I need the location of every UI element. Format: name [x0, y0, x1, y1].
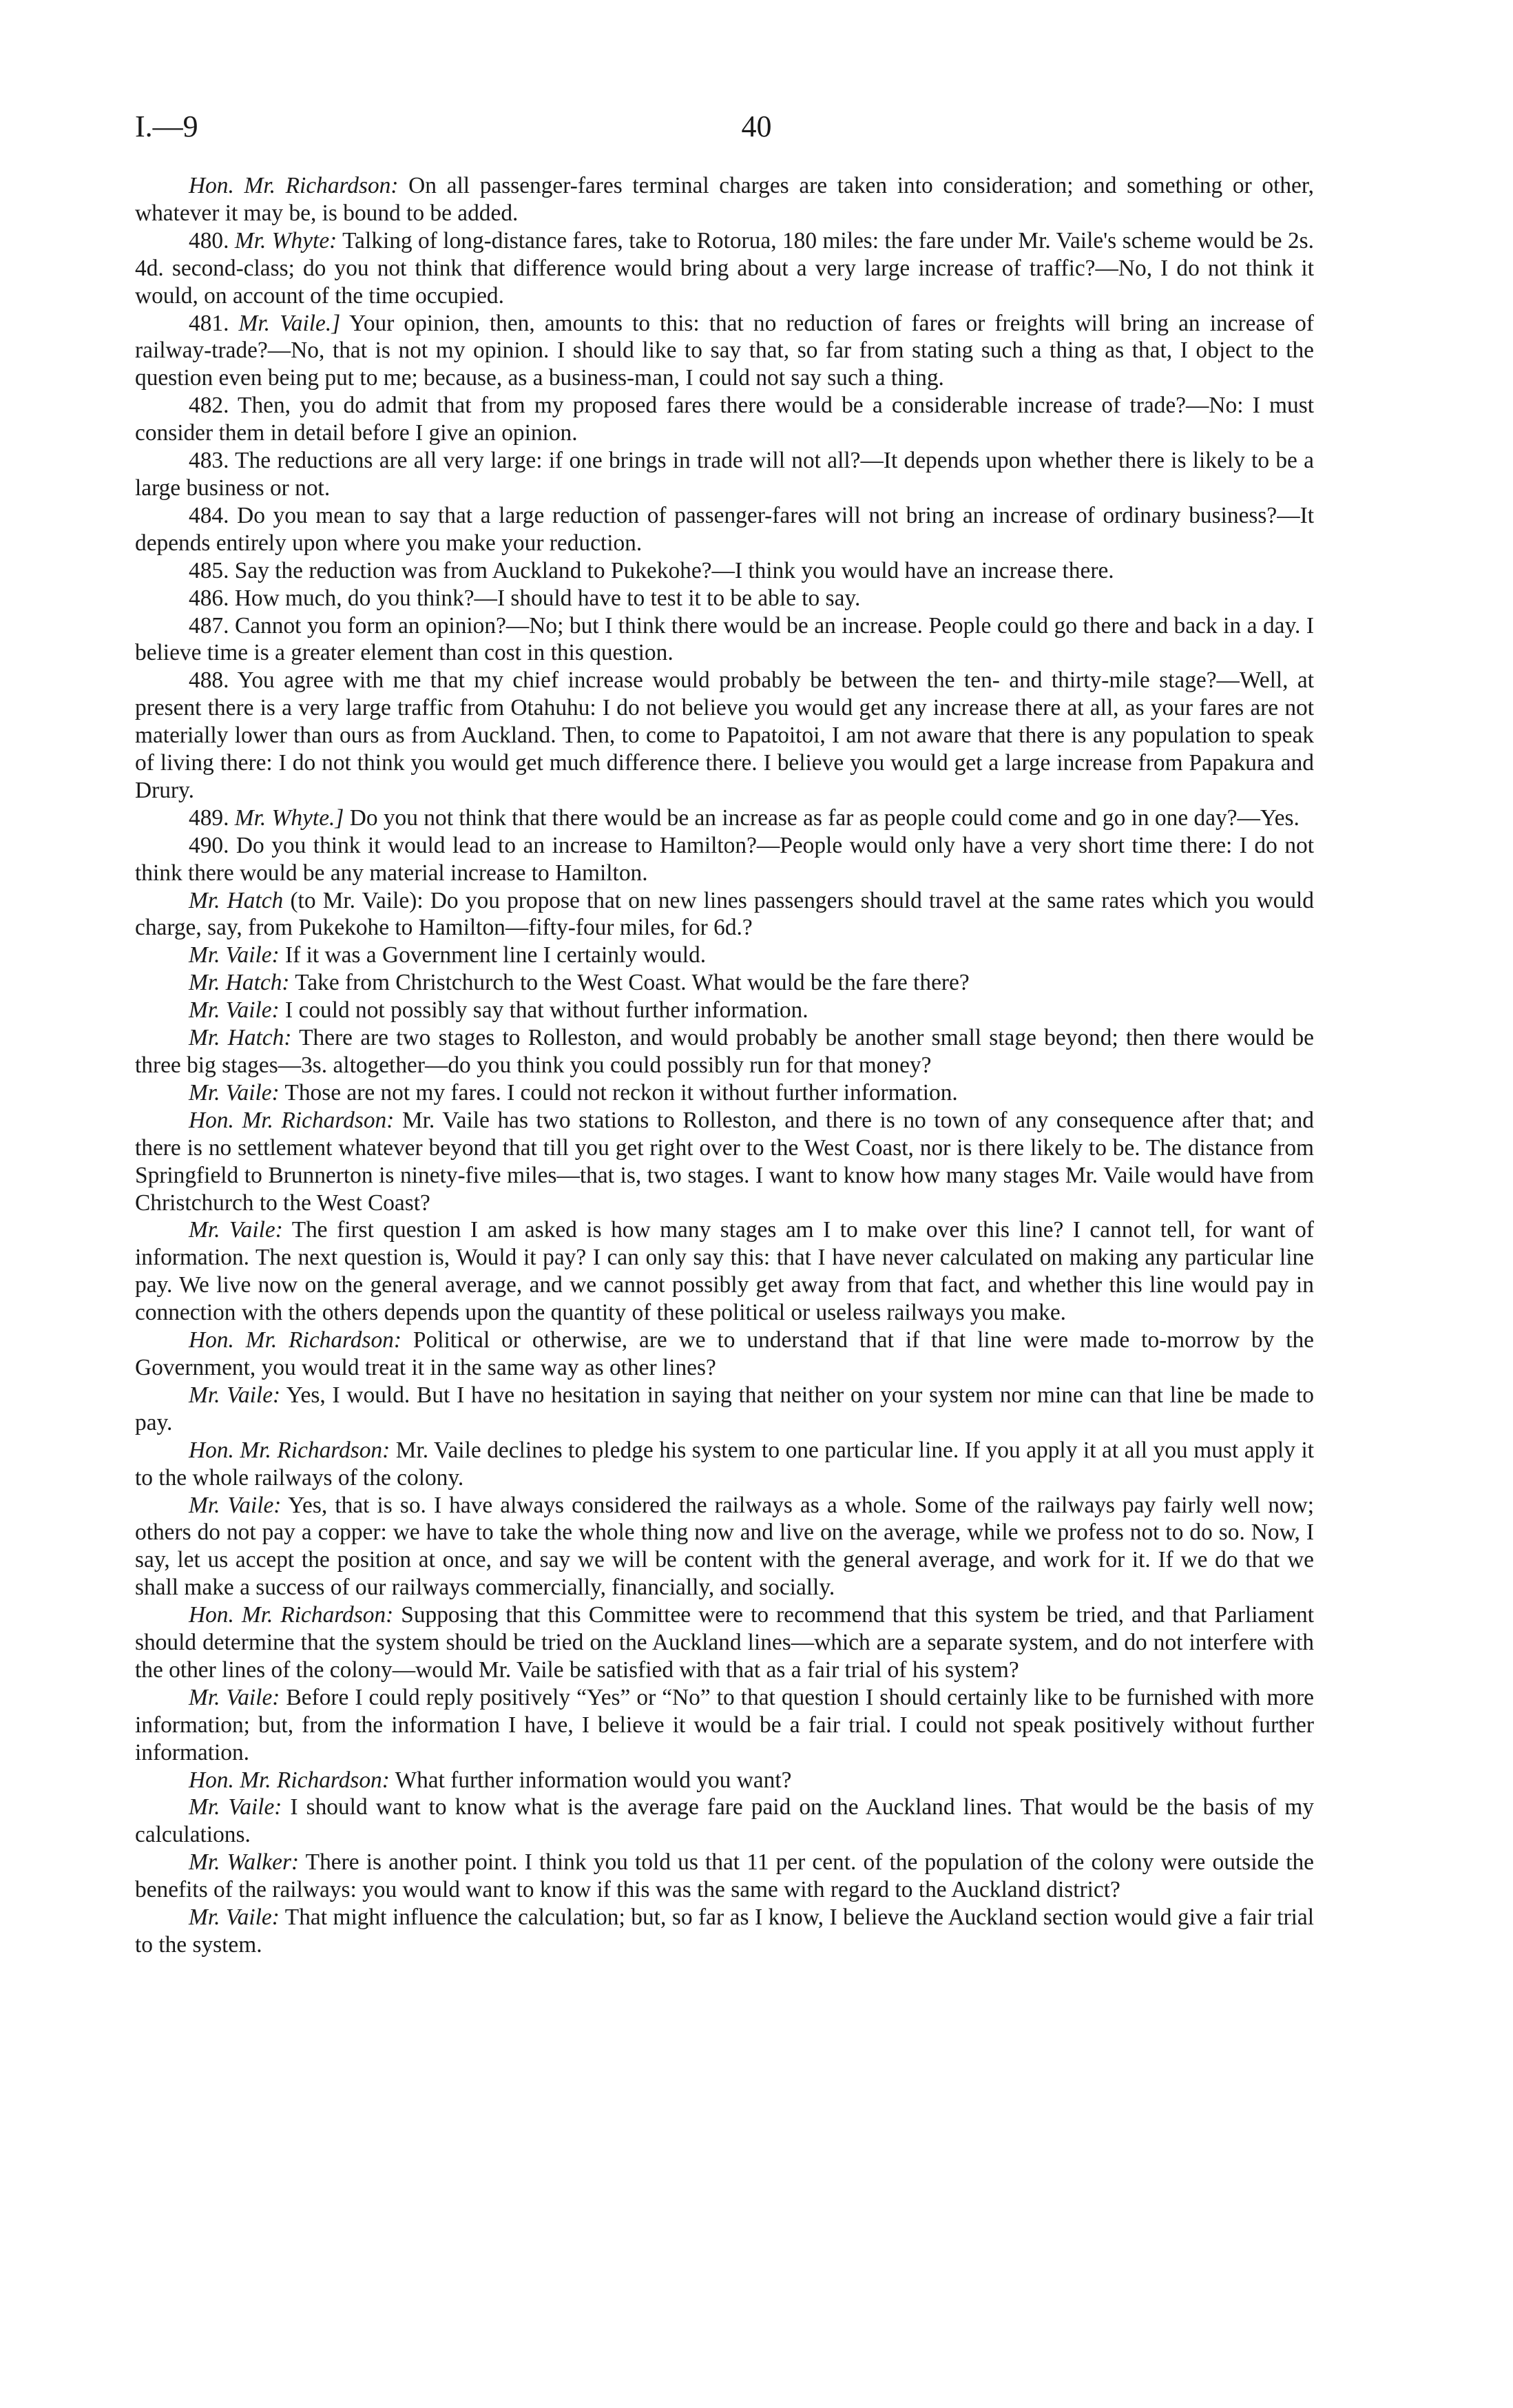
paragraph — [135, 1216, 1314, 1327]
paragraph-text: Mr. Vaile declines to pledge his system to one particular line. If you apply it at all you must apply it to the whole railways of the colony. — [135, 1437, 1315, 1491]
question-number: 481. — [189, 310, 239, 336]
paragraph — [135, 172, 1314, 227]
paragraph — [135, 1904, 1314, 1959]
paragraph — [135, 1849, 1314, 1904]
paragraph-text: I should want to know what is the average fare paid on the Auckland lines. That would be the basis of my calculations. — [135, 1794, 1314, 1848]
paragraph-text: Mr. Vaile has two stations to Rolleston, and there is no town of any consequence after that; and there is no settlement whatever beyond that till you get right over to the West Coast, nor is there likely to be. The distance from Springfield to Brunnerton is ninety-five miles—that is, two stages. I want to know how many stages Mr. Vaile would have from Christchurch to the West Coast? — [135, 1107, 1314, 1216]
paragraph — [135, 832, 1314, 887]
paragraph — [135, 585, 1314, 612]
speaker-name: Mr. Vaile: — [189, 1217, 283, 1243]
paragraph — [135, 942, 1314, 969]
paragraph-text: The first question I am asked is how many stages am I to make over this line? I cannot tell, for want of information. The next question is, Would it pay? I can only say this: that I have never calculated on making any particular line pay. We live now on the general average, and we cannot possibly get away from that fact, and whether this line would pay in connection with the others depends upon the quantity of these political or useless railways you make. — [135, 1217, 1314, 1326]
speaker-name: Hon. Mr. Richardson: — [189, 1602, 394, 1628]
paragraph — [135, 612, 1314, 667]
page-number: 40 — [741, 110, 772, 143]
speaker-name: Mr. Whyte: — [234, 227, 337, 253]
paragraph — [135, 1684, 1314, 1767]
paragraph-text: Yes, that is so. I have always considered the railways as a whole. Some of the railways pay fairly well now; others do not pay a copper: we have to take the whole thing now and live on the average, while we profess not to do so. Now, I say, let us accept the position at once, and say we will be content with the general average, and work for it. If we do that we shall make a success of our railways commercially, financially, and socially. — [135, 1492, 1314, 1601]
paragraph — [135, 1382, 1314, 1437]
paragraph-text: Political or otherwise, are we to understand that if that line were made to-morrow by the Government, you would treat it in the same way as other lines? — [135, 1327, 1315, 1380]
paragraph-text: (to Mr. Vaile): Do you propose that on new lines passengers should travel at the same rates which you would charge, say, from Pukekohe to Hamilton—fifty-four miles, for 6d.? — [135, 887, 1314, 941]
speaker-name: Hon. Mr. Richardson: — [189, 173, 399, 198]
speaker-name: Mr. Whyte.] — [234, 805, 344, 831]
paragraph-text: Your opinion, then, amounts to this: that no reduction of fares or freights will bring an increase of railway-trade?—No, that is not my opinion. I should like to say that, so far from stating such a thing as that, I object to the question even being put to me; because, as a business-man, I could not say such a thing. — [135, 310, 1314, 391]
paragraph — [135, 557, 1314, 585]
speaker-name: Mr. Vaile: — [189, 1904, 280, 1931]
paragraph-text: There is another point. I think you told us that 11 per cent. of the population of the colony were outside the benefits of the railways: you would want to know if this was the same with regard to the Auckland district? — [135, 1849, 1314, 1903]
question-number: 489. — [189, 805, 235, 831]
paragraph — [135, 1437, 1314, 1492]
speaker-name: Hon. Mr. Richardson: — [189, 1767, 390, 1793]
paragraph-text: Talking of long-distance fares, take to Rotorua, 180 miles: the fare under Mr. Vaile's scheme would be 2s. 4d. second-class; do you not think that difference would bring about a very large increase of traffic?—No, I do not think it would, on account of the time occupied. — [135, 227, 1314, 309]
paragraph — [135, 1024, 1314, 1079]
paragraph — [135, 1601, 1314, 1684]
paragraph — [135, 1079, 1314, 1107]
paragraph-text: If it was a Government line I certainly would. — [279, 942, 707, 968]
document-reference: I.—9 — [135, 110, 198, 143]
speaker-name: Mr. Vaile: — [189, 942, 280, 968]
paragraph — [135, 1327, 1314, 1382]
paragraph — [135, 502, 1314, 557]
paragraph-text: 485. Say the reduction was from Auckland to Pukekohe?—I think you would have an increase there. — [189, 557, 1114, 583]
speaker-name: Mr. Hatch — [189, 887, 284, 913]
paragraph — [135, 1107, 1314, 1217]
paragraph-text: I could not possibly say that without further information. — [279, 997, 808, 1024]
paragraph — [135, 1794, 1314, 1849]
speaker-name: Hon. Mr. Richardson: — [189, 1437, 390, 1463]
speaker-name: Mr. Hatch: — [189, 1025, 292, 1051]
paragraph-text: 490. Do you think it would lead to an increase to Hamilton?—People would only have a very short time there: I do not think there would be any material increase to Hamilton. — [135, 832, 1314, 886]
paragraph — [135, 392, 1314, 447]
paragraph-text: Those are not my fares. I could not reckon it without further information. — [279, 1079, 958, 1106]
paragraph-text: What further information would you want? — [389, 1767, 792, 1793]
paragraph — [135, 969, 1314, 997]
page-header — [135, 109, 1378, 150]
paragraph-text: Take from Christchurch to the West Coast. What would be the fare there? — [289, 970, 970, 996]
paragraph-text: 486. How much, do you think?—I should have to test it to be able to say. — [189, 585, 861, 611]
paragraph-text: 484. Do you mean to say that a large reduction of passenger-fares will not bring an increase of ordinary business?—It depends entirely upon where you make your reduction. — [135, 502, 1314, 556]
speaker-name: Mr. Vaile: — [189, 997, 280, 1024]
paragraph — [135, 805, 1314, 832]
speaker-name: Mr. Vaile: — [189, 1492, 282, 1518]
speaker-name: Hon. Mr. Richardson: — [189, 1107, 395, 1133]
paragraph-text: Supposing that this Committee were to recommend that this system be tried, and that Parliament should determine that the system should be tried on the Auckland lines—which are a separate system, and do not interfere with the other lines of the colony—would Mr. Vaile be satisfied with that as a fair trial of his system? — [135, 1602, 1315, 1683]
paragraph-text: 487. Cannot you form an opinion?—No; but I think there would be an increase. People could go there and back in a day. I believe time is a greater element than cost in this question. — [135, 612, 1314, 666]
paragraph-text: 483. The reductions are all very large: if one brings in trade will not all?—It depends upon whether there is likely to be a large business or not. — [135, 448, 1314, 501]
speaker-name: Mr. Vaile: — [189, 1382, 281, 1408]
paragraph — [135, 447, 1314, 502]
paragraph-text: Before I could reply positively “Yes” or “No” to that question I should certainly like to be furnished with more information; but, from the information I have, I believe it would be a fair trial. I could not speak positively without further information. — [135, 1684, 1314, 1765]
testimony-body — [135, 172, 1314, 1959]
paragraph-text: Do you not think that there would be an increase as far as people could come and go in one day?—Yes. — [344, 805, 1300, 831]
paragraph — [135, 667, 1314, 805]
paragraph-text: There are two stages to Rolleston, and would probably be another small stage beyond; then there would be three big stages—3s. altogether—do you think you could possibly run for that money? — [135, 1025, 1315, 1078]
speaker-name: Hon. Mr. Richardson: — [189, 1327, 401, 1353]
paragraph — [135, 1492, 1314, 1602]
paragraph-text: 488. You agree with me that my chief increase would probably be between the ten- and thirty-mile stage?—Well, at present there is a very large traffic from Otahuhu: I do not believe you would get any increase there at all, as your fares are not materially lower than ours as from Auckland. Then, to come to Papatoitoi, I am not aware that there is any population to speak of living there: I do not think you would get much difference there. I believe you would get a large increase from Papakura and Drury. — [135, 667, 1314, 803]
speaker-name: Mr. Vaile: — [189, 1684, 280, 1710]
paragraph — [135, 310, 1314, 393]
paragraph-text: On all passenger-fares terminal charges are taken into consideration; and something or other, whatever it may be, is bound to be added. — [135, 173, 1314, 226]
paragraph-text: Yes, I would. But I have no hesitation in saying that neither on your system nor mine can that line be made to pay. — [135, 1382, 1314, 1435]
paragraph — [135, 227, 1314, 310]
paragraph — [135, 1767, 1314, 1794]
paragraph — [135, 887, 1314, 942]
speaker-name: Mr. Hatch: — [189, 970, 290, 996]
speaker-name: Mr. Vaile: — [189, 1079, 280, 1106]
question-number: 480. — [189, 227, 235, 253]
speaker-name: Mr. Vaile: — [189, 1794, 282, 1820]
speaker-name: Mr. Walker: — [189, 1849, 300, 1876]
paragraph-text: 482. Then, you do admit that from my proposed fares there would be a considerable increase of trade?—No: I must consider them in detail before I give an opinion. — [135, 393, 1314, 446]
paragraph-text: That might influence the calculation; but, so far as I know, I believe the Auckland section would give a fair trial to the system. — [135, 1904, 1315, 1958]
paragraph — [135, 997, 1314, 1024]
speaker-name: Mr. Vaile.] — [238, 310, 341, 336]
